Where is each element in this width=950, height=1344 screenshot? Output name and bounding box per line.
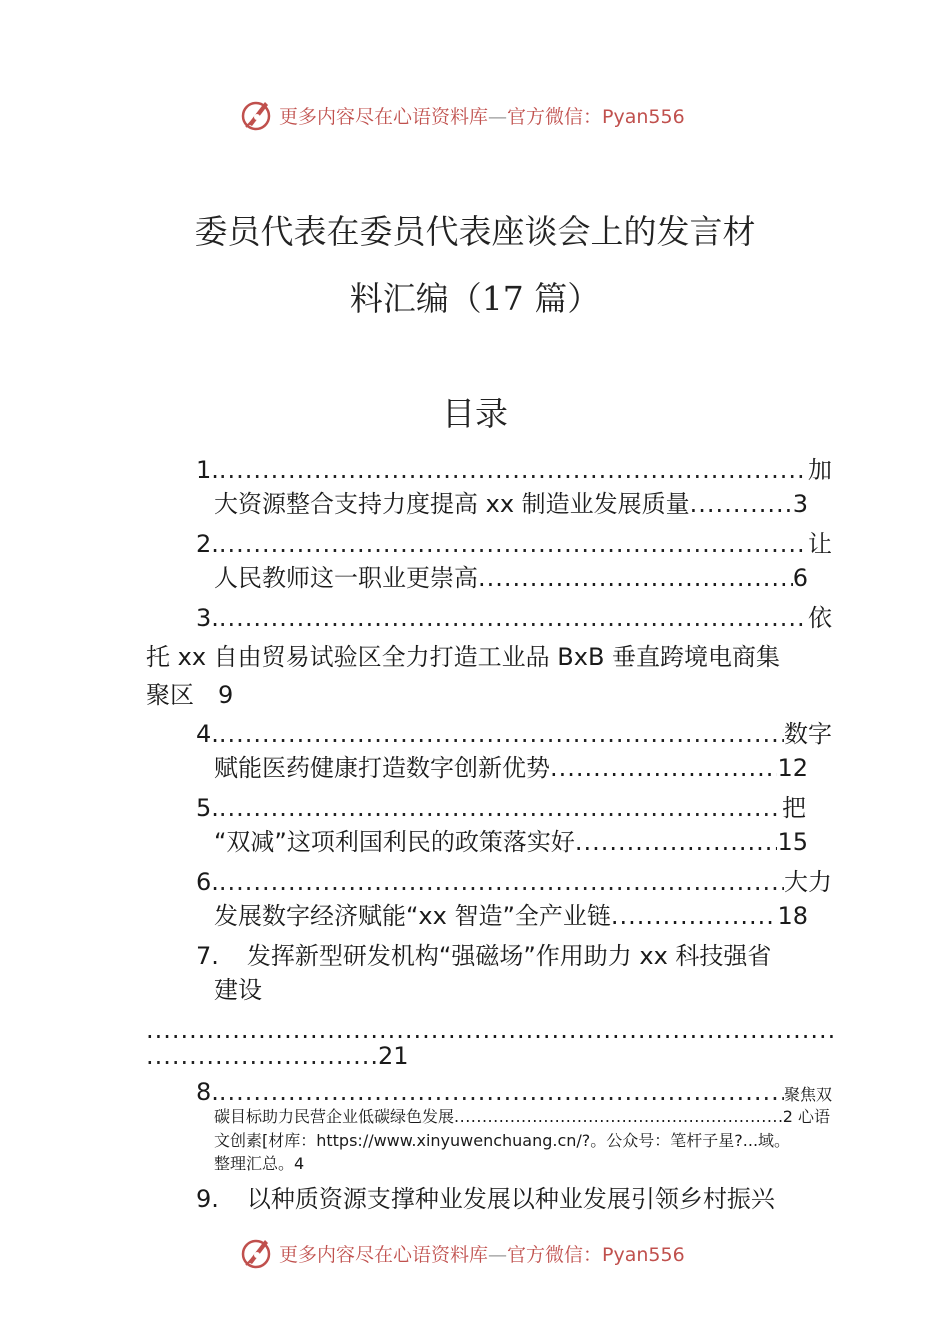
banner-wechat-id: Pyan556: [602, 1244, 685, 1266]
watermark-banner-bottom: [0, 1234, 950, 1274]
toc-entry-page: 21: [378, 1042, 409, 1070]
toc-entry-lead: 依: [808, 604, 832, 632]
pen-feather-logo-icon: [238, 96, 274, 132]
toc-entry-number: 9.: [196, 1185, 219, 1213]
toc-leader-dots: [575, 827, 778, 857]
toc-entry-page: 12: [777, 754, 808, 782]
toc-entry-page: 18: [777, 902, 808, 930]
toc-leader-dots: [146, 1041, 378, 1071]
banner-official-label: 官方微信：: [507, 1244, 603, 1266]
toc-entry-1-line2[interactable]: [214, 489, 808, 519]
toc-leader-dots: [219, 793, 782, 823]
toc-entry-page: 15: [777, 828, 808, 856]
toc-entry-8-line2[interactable]: [214, 1106, 830, 1128]
toc-entry-page: 9: [218, 681, 234, 709]
toc-entry-7-line2[interactable]: 建设: [214, 976, 262, 1004]
toc-entry-text: 以种质资源支撑种业发展以种业发展引领乡村振兴: [246, 1185, 775, 1213]
toc-entry-number: 7.: [196, 942, 219, 970]
toc-leader-dots: [219, 529, 808, 559]
toc-entry-lead: 大力: [784, 868, 832, 896]
toc-entry-4-line1[interactable]: [196, 719, 832, 749]
toc-entry-3-line2[interactable]: 托 xx 自由贸易试验区全力打造工业品 BxB 垂直跨境电商集: [146, 643, 781, 671]
banner-site-name: 更多内容尽在心语资料库: [279, 1244, 489, 1266]
toc-entry-9-line1[interactable]: [196, 1184, 775, 1214]
toc-leader-dots: [219, 603, 808, 633]
toc-entry-8-line3[interactable]: 文创素[材库：https://www.xinyuwenchuang.cn/?。公众号：笔杆子星?...域。: [214, 1131, 791, 1150]
banner-wechat-id: Pyan556: [602, 106, 685, 128]
toc-entry-text: 发挥新型研发机构“强磁场”作用助力 xx 科技强省: [246, 942, 772, 970]
toc-entry-7-line1[interactable]: [196, 941, 771, 971]
toc-entry-number: 2.: [196, 530, 219, 558]
toc-entry-5-line2[interactable]: [214, 827, 808, 857]
toc-leader-dots: [611, 901, 778, 931]
watermark-banner-top: [0, 96, 950, 136]
toc-entry-page: 2 心语: [782, 1107, 830, 1126]
toc-entry-number: 6.: [196, 868, 219, 896]
toc-leader-dots: [219, 867, 784, 897]
document-title-line1: 委员代表在委员代表座谈会上的发言材: [194, 212, 756, 251]
toc-leader-dots: [219, 719, 784, 749]
banner-site-name: 更多内容尽在心语资料库: [279, 106, 489, 128]
toc-entry-text: 碳目标助力民营企业低碳绿色发展: [214, 1107, 455, 1126]
document-title-line2: 料汇编（17 篇）: [349, 279, 601, 318]
toc-entry-5-line1[interactable]: [196, 793, 806, 823]
toc-entry-lead: 数字: [784, 720, 832, 748]
toc-entry-text: 人民教师这一职业更崇高: [214, 564, 478, 592]
toc-entry-2-line2[interactable]: [214, 563, 808, 593]
toc-leader-dots: [478, 563, 793, 593]
toc-entry-8-line4[interactable]: 整理汇总。4: [214, 1154, 305, 1173]
toc-entry-lead: 聚焦双: [783, 1085, 832, 1104]
banner-separator: —: [488, 106, 508, 128]
banner-text: [279, 102, 685, 129]
toc-entry-number: 4.: [196, 720, 219, 748]
toc-entry-text: “双减”这项利国利民的政策落实好: [214, 828, 575, 856]
toc-entry-1-line1[interactable]: [196, 455, 832, 485]
banner-text: [279, 1240, 685, 1267]
toc-entry-lead: 把: [782, 794, 806, 822]
toc-entry-2-line1[interactable]: [196, 529, 832, 559]
toc-entry-6-line1[interactable]: [196, 867, 832, 897]
toc-entry-text: 赋能医药健康打造数字创新优势: [214, 754, 550, 782]
toc-entry-text: 发展数字经济赋能“xx 智造”全产业链: [214, 902, 611, 930]
toc-entry-lead: 让: [808, 530, 832, 558]
pen-feather-logo-icon: [238, 1234, 274, 1270]
toc-entry-number: 1.: [196, 456, 219, 484]
toc-entry-lead: 加: [808, 456, 832, 484]
toc-leader-dots: [454, 1106, 783, 1128]
toc-entry-page: 3: [792, 490, 808, 518]
toc-entry-3-line1[interactable]: [196, 603, 832, 633]
toc-entry-text: 大资源整合支持力度提高 xx 制造业发展质量: [214, 490, 690, 518]
toc-leader-dots: [690, 489, 793, 519]
toc-entry-page: 6: [792, 564, 808, 592]
banner-official-label: 官方微信：: [507, 106, 603, 128]
toc-leader-dots: [219, 1077, 784, 1107]
toc-entry-number: 8.: [196, 1078, 219, 1106]
toc-heading: 目录: [442, 394, 508, 433]
toc-entry-3-line3[interactable]: [146, 680, 233, 710]
toc-entry-number: 5.: [196, 794, 219, 822]
toc-leader-dots: [550, 753, 777, 783]
toc-entry-6-line2[interactable]: [214, 901, 808, 931]
toc-entry-7-line3[interactable]: [146, 1041, 446, 1071]
toc-entry-text: 聚区: [146, 681, 194, 709]
toc-entry-number: 3.: [196, 604, 219, 632]
banner-separator: —: [488, 1244, 508, 1266]
toc-entry-4-line2[interactable]: [214, 753, 808, 783]
toc-leader-dots: [219, 455, 808, 485]
toc-entry-8-line1[interactable]: [196, 1077, 832, 1105]
